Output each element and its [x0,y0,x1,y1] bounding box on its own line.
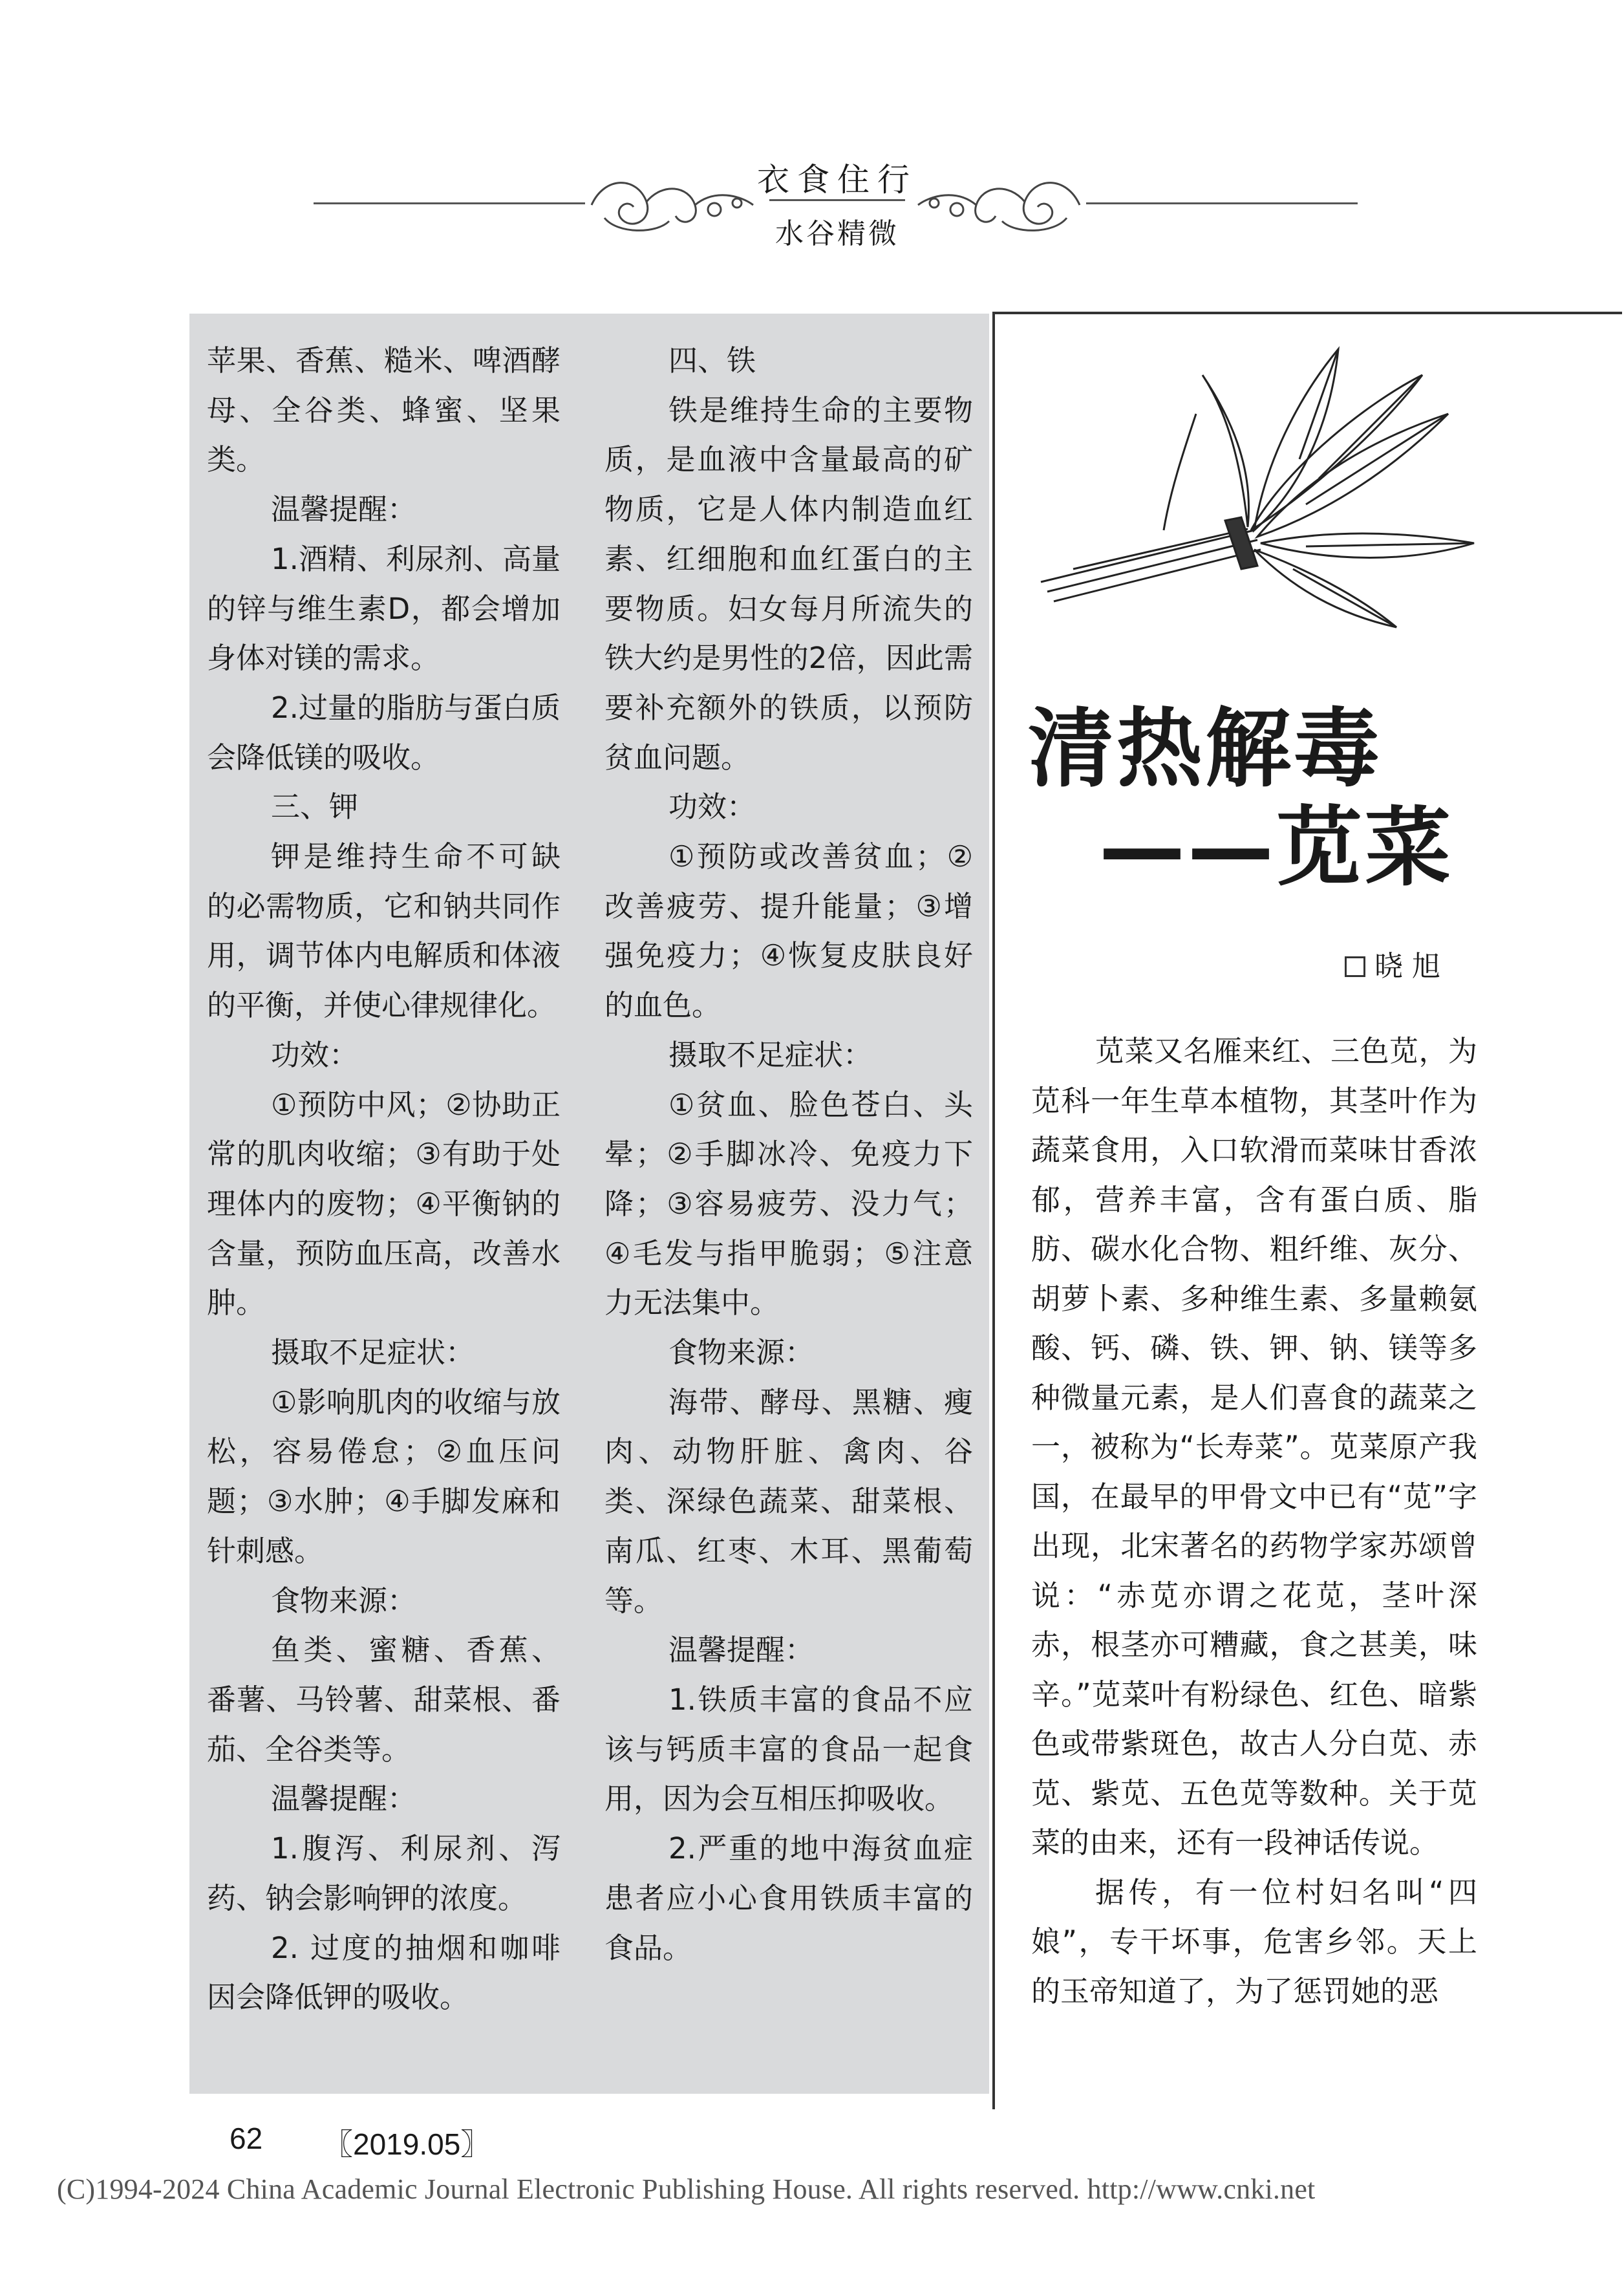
page-number: 62 [230,2122,263,2155]
article-paragraph: 苋菜又名雁来红、三色苋，为苋科一年生草本植物，其茎叶作为蔬菜食用，入口软滑而菜味甘香浓郁，营养丰富，含有蛋白质、脂肪、碳水化合物、粗纤维、灰分、胡萝卜素、多种维生素、多量赖氨酸、钙、磷、铁、钾、钠、镁等多种微量元素，是人们喜食的蔬菜之一，被称为“长寿菜”。苋菜原产我国，在最早的甲骨文中已有“苋”字出现，北宋著名的药物学家苏颂曾说：“赤苋亦谓之花苋，茎叶深赤，根茎亦可糟藏，食之甚美，味辛。”苋菜叶有粉绿色、红色、暗紫色或带紫斑色，故古人分白苋、赤苋、紫苋、五色苋等数种。关于苋菜的由来，还有一段神话传说。 [1031,1034,1477,1860]
article-title: 清热解毒 [1028,700,1382,799]
header-rule-left [314,202,585,204]
article-title-sub: ——苋菜 [1099,799,1453,898]
paragraph: 2.严重的地中海贫血症患者应小心食用铁质丰富的食品。 [604,1831,973,1965]
amaranth-illustration-icon [1034,336,1480,634]
header-rule-right [1086,202,1358,204]
section-title: 衣食住行 [757,161,917,199]
paragraph: 三、钾 [271,790,359,824]
paragraph: 摄取不足症状： [271,1335,475,1370]
paragraph: 苹果、香蕉、糙米、啤酒酵母、全谷类、蜂蜜、坚果类。 [207,343,561,477]
paragraph: ①预防或改善贫血；②改善疲劳、提升能量；③增强免疫力；④恢复皮肤良好的血色。 [604,839,973,1023]
byline-box-icon [1345,956,1365,977]
paragraph: 摄取不足症状： [668,1037,873,1072]
paragraph: 1.铁质丰富的食品不应该与钙质丰富的食品一起食用，因为会互相压抑吸收。 [604,1682,973,1816]
ornament-right-icon [912,169,1086,241]
paragraph: 食物来源： [668,1335,815,1370]
paragraph: 铁是维持生命的主要物质，是血液中含量最高的矿物质，它是人体内制造血红素、红细胞和血红蛋白的主要物质。妇女每月所流失的铁大约是男性的2倍，因此需要补充额外的铁质，以预防贫血问题。 [604,393,973,775]
paragraph: 四、铁 [668,343,756,378]
column-2 [604,336,973,1973]
paragraph: 海带、酵母、黑糖、瘦肉、动物肝脏、禽肉、谷类、深绿色蔬菜、甜菜根、南瓜、红枣、木耳、黑葡萄等。 [604,1384,973,1618]
paragraph: 功效： [668,790,756,824]
paragraph: 2. 过度的抽烟和咖啡因会降低钾的吸收。 [207,1930,561,2015]
article-paragraph: 据传，有一位村妇名叫“四娘”，专干坏事，危害乡邻。天上的玉帝知道了，为了惩罚她的恶 [1031,1875,1477,2008]
paragraph: 温馨提醒： [271,1781,417,1816]
paragraph: 1.腹泻、利尿剂、泻药、钠会影响钾的浓度。 [207,1831,561,1915]
header-divider [769,199,905,201]
paragraph: 温馨提醒： [271,492,417,527]
paragraph: ①贫血、脸色苍白、头晕；②手脚冰冷、免疫力下降；③容易疲劳、没力气；④毛发与指甲脆弱；⑤注意力无法集中。 [604,1087,973,1320]
paragraph: 温馨提醒： [668,1633,815,1668]
paragraph: 食物来源： [271,1583,417,1618]
paragraph: 2.过量的脂肪与蛋白质会降低镁的吸收。 [207,690,561,775]
paragraph: 功效： [271,1037,359,1072]
paragraph: ①预防中风；②协助正常的肌肉收缩；③有助于处理体内的废物；④平衡钠的含量，预防血压高，改善水肿。 [207,1087,561,1320]
copyright-notice: (C)1994-2024 China Academic Journal Electronic Publishing House. All rights reserved. http://www.cnki.net [57,2173,1316,2205]
column-1 [207,336,561,2023]
ornament-left-icon [585,169,760,241]
issue-label: 〖2019.05〗 [323,2127,491,2161]
paragraph: 鱼类、蜜糖、香蕉、番薯、马铃薯、甜菜根、番茄、全谷类等。 [207,1633,561,1767]
paragraph: 钾是维持生命不可缺的必需物质，它和钠共同作用，调节体内电解质和体液的平衡，并使心律规律化。 [207,839,561,1023]
paragraph: ①影响肌肉的收缩与放松，容易倦怠；②血压问题；③水肿；④手脚发麻和针刺感。 [207,1384,561,1568]
author-byline [1345,943,1440,984]
author-name: 晓 旭 [1374,950,1440,983]
paragraph: 1.酒精、利尿剂、高量的锌与维生素D，都会增加身体对镁的需求。 [207,541,561,676]
section-subtitle: 水谷精微 [775,217,899,250]
article-body [1031,1027,1477,2016]
